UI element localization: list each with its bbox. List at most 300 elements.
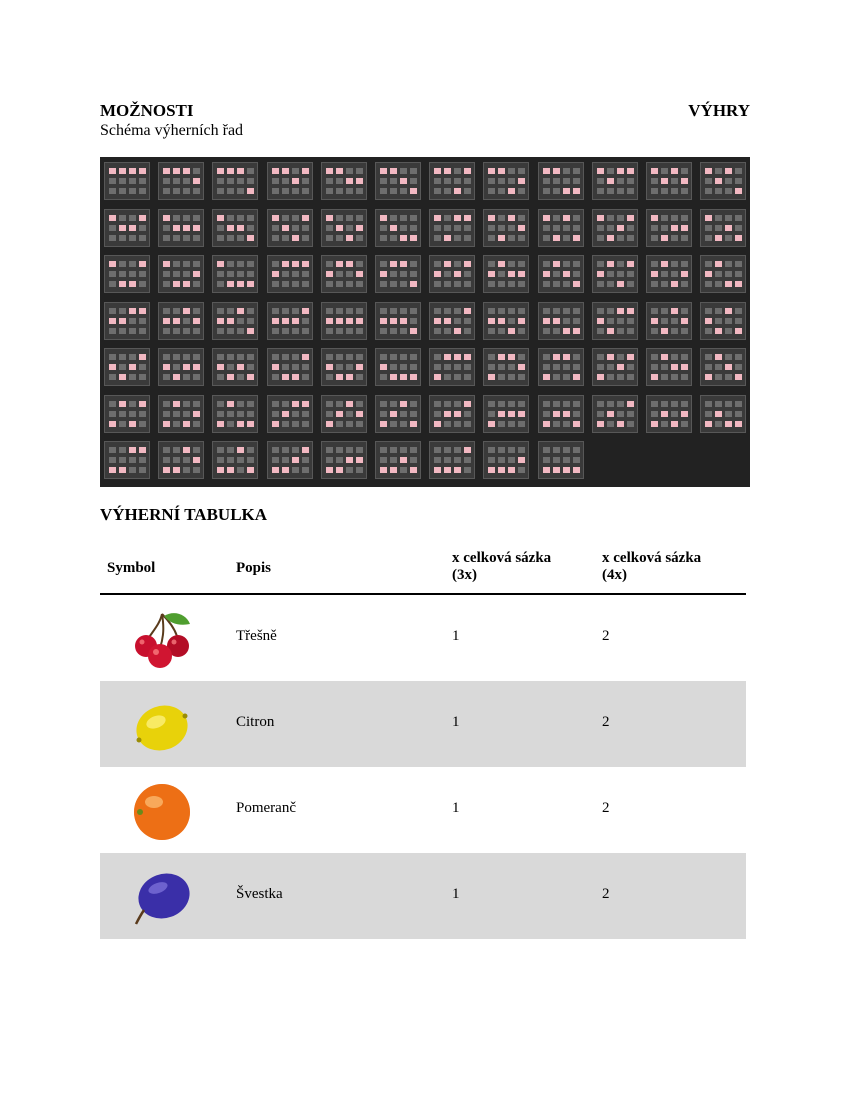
payline-cell bbox=[292, 401, 299, 407]
payline-cell bbox=[705, 318, 712, 324]
payline-cell bbox=[518, 318, 525, 324]
payline-cell bbox=[553, 457, 560, 463]
payline-cell bbox=[217, 235, 224, 241]
payline-cell bbox=[272, 364, 279, 370]
payline-cell bbox=[217, 261, 224, 267]
payline-diagram bbox=[212, 348, 258, 386]
payline-cell bbox=[543, 215, 550, 221]
payline-cell bbox=[553, 447, 560, 453]
payline-cell bbox=[346, 318, 353, 324]
payline-cell bbox=[735, 261, 742, 267]
payline-cell bbox=[444, 421, 451, 427]
payline-diagram bbox=[212, 209, 258, 247]
payline-cell bbox=[715, 225, 722, 231]
header-total-bet-3x bbox=[452, 550, 551, 584]
payline-cell bbox=[183, 271, 190, 277]
payline-cell bbox=[336, 467, 343, 473]
payline-cell bbox=[543, 225, 550, 231]
payline-cell bbox=[488, 467, 495, 473]
payline-diagram bbox=[700, 162, 746, 200]
payline-cell bbox=[346, 281, 353, 287]
payline-cell bbox=[237, 225, 244, 231]
payline-cell bbox=[336, 168, 343, 174]
payline-cell bbox=[617, 411, 624, 417]
payline-cell bbox=[336, 188, 343, 194]
payline-cell bbox=[508, 447, 515, 453]
payline-cell bbox=[139, 261, 146, 267]
payline-cell bbox=[488, 411, 495, 417]
payline-cell bbox=[410, 271, 417, 277]
payline-cell bbox=[597, 308, 604, 314]
payline-cell bbox=[464, 261, 471, 267]
payline-cell bbox=[272, 215, 279, 221]
payline-cell bbox=[597, 178, 604, 184]
payline-cell bbox=[573, 421, 580, 427]
payline-cell bbox=[272, 411, 279, 417]
payline-cell bbox=[292, 215, 299, 221]
payline-cell bbox=[282, 401, 289, 407]
payline-cell bbox=[356, 281, 363, 287]
payline-cell bbox=[302, 421, 309, 427]
payline-diagram bbox=[104, 441, 150, 479]
payline-cell bbox=[715, 168, 722, 174]
payline-cell bbox=[681, 308, 688, 314]
payline-cell bbox=[508, 178, 515, 184]
payline-cell bbox=[129, 168, 136, 174]
payline-cell bbox=[573, 328, 580, 334]
payline-diagram bbox=[267, 209, 313, 247]
payline-diagram bbox=[267, 395, 313, 433]
payline-cell bbox=[563, 178, 570, 184]
payline-cell bbox=[454, 447, 461, 453]
payline-cell bbox=[346, 225, 353, 231]
payline-cell bbox=[735, 168, 742, 174]
payline-cell bbox=[735, 374, 742, 380]
payline-cell bbox=[380, 168, 387, 174]
payline-cell bbox=[681, 235, 688, 241]
payline-cell bbox=[119, 225, 126, 231]
payline-cell bbox=[573, 178, 580, 184]
payline-cell bbox=[715, 281, 722, 287]
payline-cell bbox=[464, 178, 471, 184]
payline-cell bbox=[705, 354, 712, 360]
payline-diagram bbox=[158, 209, 204, 247]
payline-cell bbox=[400, 467, 407, 473]
payline-cell bbox=[109, 374, 116, 380]
payline-diagram bbox=[104, 255, 150, 293]
payline-cell bbox=[661, 354, 668, 360]
payline-cell bbox=[434, 188, 441, 194]
payline-cell bbox=[139, 281, 146, 287]
payline-cell bbox=[217, 354, 224, 360]
payline-cell bbox=[651, 235, 658, 241]
payline-cell bbox=[543, 281, 550, 287]
payline-cell bbox=[573, 215, 580, 221]
payline-diagram bbox=[700, 255, 746, 293]
header-3x-line2: (3x) bbox=[452, 567, 477, 583]
payline-cell bbox=[400, 354, 407, 360]
payline-cell bbox=[518, 411, 525, 417]
payline-cell bbox=[597, 261, 604, 267]
payline-cell bbox=[336, 308, 343, 314]
payline-cell bbox=[227, 188, 234, 194]
payline-cell bbox=[119, 354, 126, 360]
payline-cell bbox=[508, 188, 515, 194]
payline-cell bbox=[173, 354, 180, 360]
payline-cell bbox=[410, 261, 417, 267]
payline-cell bbox=[139, 411, 146, 417]
payline-diagram bbox=[592, 395, 638, 433]
payline-cell bbox=[227, 281, 234, 287]
payline-cell bbox=[464, 467, 471, 473]
payline-cell bbox=[573, 374, 580, 380]
payline-cell bbox=[464, 354, 471, 360]
payline-cell bbox=[563, 215, 570, 221]
payline-cell bbox=[681, 411, 688, 417]
payline-cell bbox=[553, 318, 560, 324]
payline-cell bbox=[139, 235, 146, 241]
payline-cell bbox=[444, 261, 451, 267]
payline-cell bbox=[247, 401, 254, 407]
payline-cell bbox=[508, 261, 515, 267]
payline-cell bbox=[498, 318, 505, 324]
payline-cell bbox=[272, 354, 279, 360]
payline-cell bbox=[390, 281, 397, 287]
payline-cell bbox=[227, 354, 234, 360]
payline-cell bbox=[227, 318, 234, 324]
payline-cell bbox=[563, 401, 570, 407]
payline-cell bbox=[247, 225, 254, 231]
payline-cell bbox=[518, 354, 525, 360]
payline-cell bbox=[272, 261, 279, 267]
payline-cell bbox=[380, 318, 387, 324]
payline-cell bbox=[518, 401, 525, 407]
payline-cell bbox=[129, 354, 136, 360]
payline-cell bbox=[217, 447, 224, 453]
payline-cell bbox=[627, 178, 634, 184]
payline-cell bbox=[434, 308, 441, 314]
payline-cell bbox=[661, 225, 668, 231]
payline-cell bbox=[735, 328, 742, 334]
payline-cell bbox=[183, 457, 190, 463]
payline-cell bbox=[183, 178, 190, 184]
payline-cell bbox=[597, 215, 604, 221]
payline-cell bbox=[326, 467, 333, 473]
payline-cell bbox=[705, 328, 712, 334]
payline-cell bbox=[247, 467, 254, 473]
payline-cell bbox=[508, 467, 515, 473]
payline-cell bbox=[617, 318, 624, 324]
header-description: Popis bbox=[236, 560, 272, 576]
payline-cell bbox=[597, 411, 604, 417]
payline-cell bbox=[597, 318, 604, 324]
payline-diagram bbox=[538, 302, 584, 340]
payline-cell bbox=[336, 421, 343, 427]
payline-cell bbox=[139, 421, 146, 427]
payline-cell bbox=[661, 215, 668, 221]
payline-cell bbox=[498, 374, 505, 380]
payline-cell bbox=[454, 271, 461, 277]
payline-cell bbox=[272, 271, 279, 277]
payline-cell bbox=[607, 215, 614, 221]
payline-cell bbox=[597, 374, 604, 380]
payline-diagram bbox=[592, 348, 638, 386]
payline-cell bbox=[434, 215, 441, 221]
payline-cell bbox=[488, 457, 495, 463]
payline-cell bbox=[607, 168, 614, 174]
payline-cell bbox=[454, 328, 461, 334]
payline-cell bbox=[553, 215, 560, 221]
payline-cell bbox=[543, 328, 550, 334]
payline-cell bbox=[400, 364, 407, 370]
payline-cell bbox=[336, 457, 343, 463]
payline-cell bbox=[573, 225, 580, 231]
payline-cell bbox=[380, 467, 387, 473]
payline-cell bbox=[390, 308, 397, 314]
payline-cell bbox=[464, 421, 471, 427]
payline-cell bbox=[139, 178, 146, 184]
payline-cell bbox=[434, 328, 441, 334]
payline-cell bbox=[553, 225, 560, 231]
payline-cell bbox=[508, 411, 515, 417]
payline-cell bbox=[217, 364, 224, 370]
payline-diagram bbox=[104, 162, 150, 200]
payline-cell bbox=[193, 354, 200, 360]
payline-cell bbox=[356, 225, 363, 231]
payline-cell bbox=[356, 354, 363, 360]
payline-cell bbox=[173, 328, 180, 334]
payline-cell bbox=[346, 271, 353, 277]
payline-cell bbox=[272, 281, 279, 287]
payline-cell bbox=[607, 178, 614, 184]
payline-diagram bbox=[538, 209, 584, 247]
payline-cell bbox=[518, 421, 525, 427]
payline-cell bbox=[302, 328, 309, 334]
payline-cell bbox=[163, 328, 170, 334]
payline-cell bbox=[434, 467, 441, 473]
payline-cell bbox=[651, 188, 658, 194]
payline-cell bbox=[410, 318, 417, 324]
payline-cell bbox=[326, 281, 333, 287]
payline-cell bbox=[410, 178, 417, 184]
payline-cell bbox=[543, 421, 550, 427]
payline-cell bbox=[237, 308, 244, 314]
payline-cell bbox=[607, 421, 614, 427]
payline-cell bbox=[326, 318, 333, 324]
payline-cell bbox=[247, 188, 254, 194]
payline-cell bbox=[705, 271, 712, 277]
payline-cell bbox=[109, 235, 116, 241]
payline-cell bbox=[573, 235, 580, 241]
payline-cell bbox=[498, 261, 505, 267]
payline-cell bbox=[454, 235, 461, 241]
payline-diagram bbox=[429, 209, 475, 247]
payline-cell bbox=[129, 411, 136, 417]
payline-cell bbox=[543, 354, 550, 360]
payline-cell bbox=[508, 457, 515, 463]
payline-cell bbox=[326, 235, 333, 241]
payline-cell bbox=[627, 281, 634, 287]
payline-cell bbox=[173, 225, 180, 231]
payline-cell bbox=[444, 467, 451, 473]
payline-cell bbox=[651, 261, 658, 267]
payline-cell bbox=[129, 447, 136, 453]
payline-cell bbox=[346, 168, 353, 174]
payline-cell bbox=[109, 261, 116, 267]
payline-cell bbox=[498, 225, 505, 231]
payline-cell bbox=[651, 411, 658, 417]
payline-cell bbox=[336, 411, 343, 417]
payline-cell bbox=[292, 308, 299, 314]
payline-cell bbox=[671, 401, 678, 407]
payline-cell bbox=[390, 354, 397, 360]
payline-cell bbox=[434, 318, 441, 324]
payline-cell bbox=[247, 411, 254, 417]
payline-cell bbox=[725, 225, 732, 231]
payline-cell bbox=[227, 447, 234, 453]
payline-cell bbox=[410, 281, 417, 287]
payline-cell bbox=[434, 401, 441, 407]
payline-cell bbox=[498, 178, 505, 184]
payline-cell bbox=[227, 215, 234, 221]
payline-cell bbox=[488, 178, 495, 184]
paytable-row bbox=[100, 681, 746, 767]
payline-cell bbox=[193, 411, 200, 417]
payline-cell bbox=[129, 328, 136, 334]
payline-cell bbox=[119, 457, 126, 463]
payline-cell bbox=[543, 168, 550, 174]
payline-cell bbox=[380, 178, 387, 184]
payline-cell bbox=[488, 364, 495, 370]
payline-cell bbox=[518, 271, 525, 277]
payline-cell bbox=[227, 457, 234, 463]
payline-cell bbox=[671, 281, 678, 287]
payline-cell bbox=[109, 168, 116, 174]
payline-cell bbox=[661, 271, 668, 277]
payline-cell bbox=[282, 235, 289, 241]
payline-cell bbox=[627, 354, 634, 360]
payline-cell bbox=[725, 235, 732, 241]
payline-cell bbox=[282, 168, 289, 174]
payline-cell bbox=[272, 447, 279, 453]
payline-cell bbox=[573, 261, 580, 267]
payline-cell bbox=[518, 235, 525, 241]
payline-cell bbox=[390, 178, 397, 184]
payline-cell bbox=[163, 188, 170, 194]
payline-cell bbox=[410, 411, 417, 417]
payline-cell bbox=[380, 457, 387, 463]
payline-cell bbox=[237, 364, 244, 370]
payline-diagram bbox=[429, 162, 475, 200]
payline-cell bbox=[705, 215, 712, 221]
payline-diagram bbox=[375, 395, 421, 433]
payline-cell bbox=[617, 261, 624, 267]
payline-cell bbox=[444, 447, 451, 453]
payline-cell bbox=[326, 401, 333, 407]
payline-cell bbox=[725, 421, 732, 427]
payline-cell bbox=[380, 281, 387, 287]
payline-cell bbox=[163, 281, 170, 287]
payline-cell bbox=[725, 354, 732, 360]
payline-cell bbox=[607, 308, 614, 314]
payline-cell bbox=[508, 271, 515, 277]
lemon-icon bbox=[130, 694, 194, 758]
payline-cell bbox=[508, 364, 515, 370]
payline-cell bbox=[617, 421, 624, 427]
payline-cell bbox=[346, 411, 353, 417]
payline-cell bbox=[217, 271, 224, 277]
payline-cell bbox=[302, 188, 309, 194]
payline-cell bbox=[725, 261, 732, 267]
payline-cell bbox=[227, 421, 234, 427]
payline-cell bbox=[454, 261, 461, 267]
payline-cell bbox=[163, 215, 170, 221]
payline-cell bbox=[651, 421, 658, 427]
payline-cell bbox=[508, 421, 515, 427]
payline-cell bbox=[336, 354, 343, 360]
payline-cell bbox=[109, 457, 116, 463]
payline-cell bbox=[681, 401, 688, 407]
payline-cell bbox=[597, 421, 604, 427]
payline-cell bbox=[705, 411, 712, 417]
payline-cell bbox=[336, 281, 343, 287]
payline-cell bbox=[390, 401, 397, 407]
payline-cell bbox=[661, 168, 668, 174]
payline-cell bbox=[563, 308, 570, 314]
payline-cell bbox=[346, 188, 353, 194]
payline-cell bbox=[400, 225, 407, 231]
payline-cell bbox=[139, 271, 146, 277]
payline-diagram bbox=[700, 209, 746, 247]
payline-cell bbox=[518, 188, 525, 194]
payline-cell bbox=[553, 328, 560, 334]
payline-cell bbox=[183, 374, 190, 380]
payline-cell bbox=[217, 308, 224, 314]
payline-cell bbox=[488, 215, 495, 221]
payline-cell bbox=[390, 328, 397, 334]
payline-cell bbox=[163, 457, 170, 463]
payline-cell bbox=[380, 215, 387, 221]
payline-cell bbox=[237, 421, 244, 427]
payline-cell bbox=[346, 261, 353, 267]
payline-cell bbox=[543, 308, 550, 314]
payline-cell bbox=[488, 401, 495, 407]
payline-cell bbox=[227, 308, 234, 314]
payline-cell bbox=[671, 235, 678, 241]
payline-diagram bbox=[104, 209, 150, 247]
payline-cell bbox=[217, 411, 224, 417]
payline-cell bbox=[563, 374, 570, 380]
payline-cell bbox=[434, 421, 441, 427]
payline-cell bbox=[518, 467, 525, 473]
payline-cell bbox=[573, 308, 580, 314]
payline-cell bbox=[193, 261, 200, 267]
payline-cell bbox=[725, 411, 732, 417]
payline-cell bbox=[227, 271, 234, 277]
wins-heading: VÝHRY bbox=[688, 101, 750, 120]
payline-cell bbox=[292, 261, 299, 267]
payline-cell bbox=[464, 457, 471, 463]
payline-diagram bbox=[375, 162, 421, 200]
payline-cell bbox=[454, 401, 461, 407]
payline-cell bbox=[356, 308, 363, 314]
payline-cell bbox=[607, 271, 614, 277]
payline-cell bbox=[715, 374, 722, 380]
payline-cell bbox=[681, 374, 688, 380]
payline-cell bbox=[390, 225, 397, 231]
payline-cell bbox=[735, 271, 742, 277]
payline-cell bbox=[326, 411, 333, 417]
